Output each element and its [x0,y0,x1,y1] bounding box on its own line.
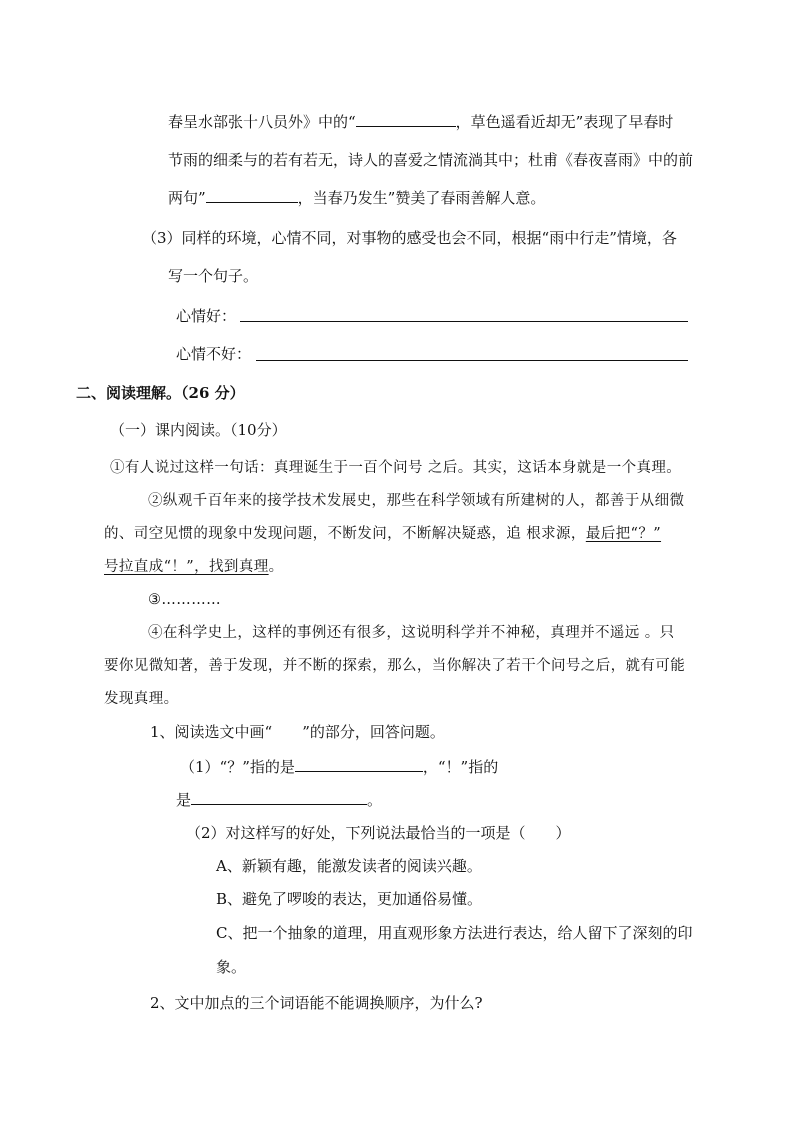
poem-line-3 [168,188,545,208]
passage-paragraph-3: ③………… [148,592,221,608]
q3-line-1: （3）同样的环境，心情不同，对事物的感受也会不同，根据“雨中行走”情境，各 [142,229,677,247]
question-1-2: （2）对这样写的好处，下列说法最恰当的一项是（ ） [186,824,571,842]
question-1-1-start: （1）“？”指的是 [180,758,295,776]
passage-paragraph-2-line-3 [104,557,284,577]
passage-paragraph-4-line-1: ④在科学史上，这样的事例还有很多，这说明科学并不神秘，真理并不遥远 。只 [148,625,675,641]
question-2: 2、文中加点的三个词语能不能调换顺序，为什么? [150,994,483,1012]
poem-blank-2[interactable] [206,188,298,203]
answer-blank-question-mark[interactable] [295,757,423,772]
poem-line-3-end: ，当春乃发生”赞美了春雨善解人意。 [297,189,546,207]
option-a[interactable]: A、新颖有趣，能激发读者的阅读兴趣。 [216,857,482,875]
option-c-line-1[interactable]: C、把一个抽象的道理，用直观形象方法进行表达，给人留下了深刻的印 [216,924,693,942]
option-c-line-2: 象。 [216,958,247,976]
poem-line-2: 节雨的细柔与的若有若无，诗人的喜爱之情流淌其中；杜甫《春夜喜雨》中的前 [168,151,694,169]
passage-paragraph-1: ①有人说过这样一句话：真理诞生于一百个问号 之后。其实，这话本身就是一个真理。 [110,460,682,476]
underlined-sentence-part-1: 最后把“？” [585,526,662,542]
poem-line-1-start: 春呈水部张十八员外》中的“ [168,113,356,131]
q3-bad-label: 心情不好： [176,345,252,363]
answer-blank-exclamation[interactable] [191,790,367,805]
passage-paragraph-4-line-3: 发现真理。 [104,691,179,707]
poem-line-1 [168,112,673,132]
passage-paragraph-2-line-2 [104,524,661,544]
passage-paragraph-4-line-2: 要你见微知著，善于发现，并不断的探索，那么，当你解决了若干个问号之后，就有可能 [104,658,686,674]
question-1-1 [180,757,498,777]
poem-line-3-start: 两句” [168,189,206,207]
q3-good-label: 心情好： [176,307,237,325]
passage-p2-text: 的、司空见惯的现象中发现问题，不断发问，不断解决疑惑，追 根求源， [104,526,586,542]
q3-line-2: 写一个句子。 [168,267,259,285]
question-1-1-mid: ，“！”指的 [422,758,499,776]
poem-line-1-end: ，草色遥看近却无”表现了早春时 [455,113,674,131]
section-heading: 二、阅读理解。（26 分） [76,384,245,402]
question-1-1-cont [176,790,382,810]
question-1: 1、阅读选文中画“ ”的部分，回答问题。 [150,723,445,741]
passage-p2-end: 。 [268,559,284,575]
underlined-sentence-part-2: 号拉直成“！”，找到真理 [104,559,269,575]
question-1-1-period: 。 [367,791,383,809]
q3-bad-answer-line[interactable] [256,360,688,361]
question-1-1-shi: 是 [176,791,192,809]
sub-heading: （一）课内阅读。（10分） [110,421,287,439]
passage-paragraph-2-line-1: ②纵观千百年来的接学技术发展史，那些在科学领域有所建树的人，都善于从细微 [148,493,685,509]
q3-good-answer-line[interactable] [240,321,688,322]
poem-blank-1[interactable] [356,112,456,127]
option-b[interactable]: B、避免了啰唆的表达，更加通俗易懂。 [216,890,483,908]
